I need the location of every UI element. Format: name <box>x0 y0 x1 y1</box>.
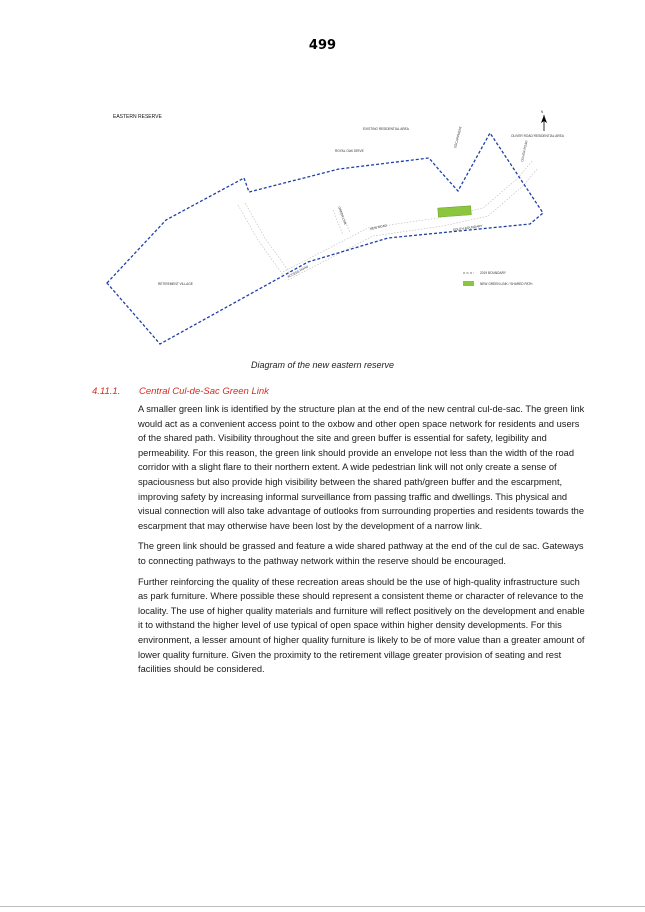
reserve-boundary <box>107 133 543 344</box>
section-heading <box>92 386 269 397</box>
label-road-top: ROYAL OAK DRIVE <box>335 149 364 153</box>
road-network <box>238 160 538 280</box>
label-retirement: RETIREMENT VILLAGE <box>158 282 193 286</box>
paragraph: The green link should be grassed and feature a wide shared pathway at the end of the cul de sac. Gateways to connecting pathways to the pathway network within the reserve should be encouraged. <box>138 541 584 566</box>
label-road-e: OLIVER ROAD <box>520 140 529 163</box>
diagram-title: EASTERN RESERVE <box>113 114 162 120</box>
paragraph: A smaller green link is identified by the structure plan at the end of the new central cul-de-sac. The green link would act as a convenient access point to the oxbow and other open space network for residents and users of the shared path. Visibility throughout the site and green buffer is essential for safety, legibility and permeability. For this reason, the green link should provide an envelope not less than the width of the road corridor with a slight flare to their northern extent. A wide pedestrian link will not only create a sense of spaciousness but also provide high visibility between the shared path/green buffer and the escarpment, improving safety by increasing informal surveillance from passing traffic and dwellings. This physical and visual connection will also take advantage of outlooks from surrounding properties and residents towards the escarpment that may otherwise have been lost by the development of a narrow link. <box>138 404 585 531</box>
eastern-reserve-diagram <box>98 100 564 360</box>
diagram-caption: Diagram of the new eastern reserve <box>250 360 395 370</box>
label-road-f: ACCESS ROAD <box>286 264 309 279</box>
label-road-b: GREEN LINK <box>337 205 348 226</box>
label-road-c: NEW ROAD <box>369 223 388 231</box>
svg-text:N: N <box>540 110 544 114</box>
label-road-d: SOUTH BOUNDARY <box>452 223 483 232</box>
label-future-area: OLIVER ROAD RESIDENTIAL AREA <box>511 134 564 138</box>
section-title: Central Cul-de-Sac Green Link <box>139 386 269 397</box>
page-number: 499 <box>308 38 337 53</box>
north-arrow-icon <box>541 110 547 131</box>
legend-green-link: NEW GREEN LINK / SHARED PATH <box>480 282 533 286</box>
paragraph: Further reinforcing the quality of these recreation areas should be the use of high-quality infrastructure such as park furniture. Where possible these should represent a consistent theme or character of relevance to the locality. The use of higher quality materials and furniture will reflect positively on the development and enable it to withstand the higher level of use typical of open space within higher density developments. For this environment, a lesser amount of higher quality furniture is likely to be of more value than a greater amount of lower quality furniture. Given the proximity to the retirement village greater provision of seating and rest facilities should be considered. <box>138 576 585 675</box>
green-link-area <box>438 206 472 217</box>
page-bottom-rule <box>0 906 645 907</box>
label-existing-area: EXISTING RESIDENTIAL AREA <box>363 127 409 131</box>
section-number: 4.11.1. <box>92 386 121 397</box>
label-road-a: ESCARPMENT <box>453 125 463 149</box>
diagram-legend <box>463 271 533 286</box>
body-text <box>138 402 588 683</box>
legend-boundary: 2019 BOUNDARY <box>480 271 506 275</box>
